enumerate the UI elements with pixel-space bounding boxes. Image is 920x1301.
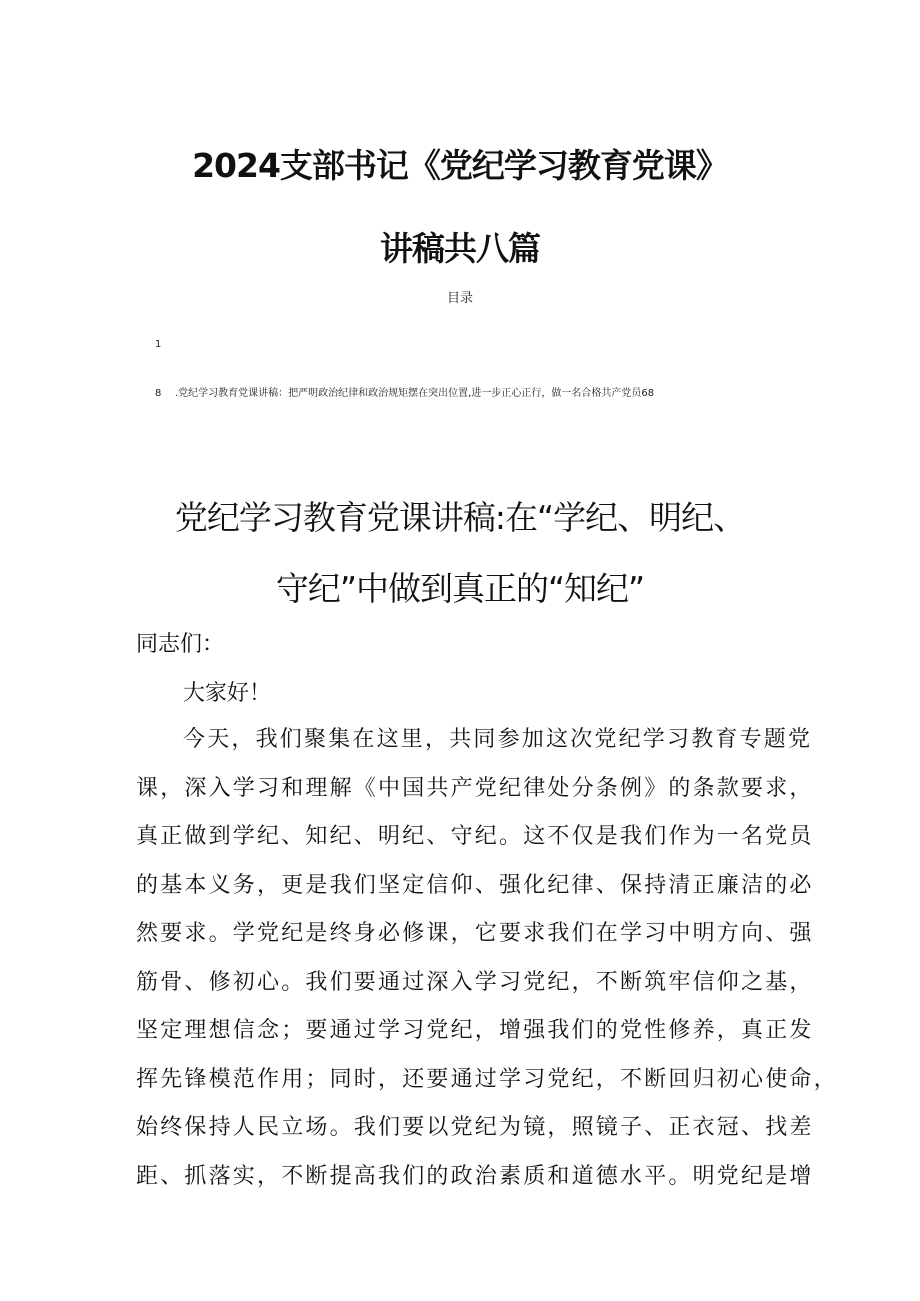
salutation: 同志们： xyxy=(136,632,225,657)
paragraph-line: 距、抓落实，不断提高我们的政治素质和道德水平。明党纪是增 xyxy=(136,1163,814,1189)
paragraph-line: 的基本义务，更是我们坚定信仰、强化纪律、保持清正廉洁的必 xyxy=(136,872,814,898)
paragraph-line: 挥先锋模范作用；同时，还要通过学习党纪，不断回归初心使命， xyxy=(136,1066,838,1092)
toc-entry-8[interactable] xyxy=(155,384,775,399)
paragraph-line: 今天，我们聚集在这里，共同参加这次党纪学习教育专题党 xyxy=(183,727,813,752)
paragraph-line: 真正做到学纪、知纪、明纪、守纪。这不仅是我们作为一名党员 xyxy=(136,824,814,849)
section-title-line-1: 党纪学习教育党课讲稿:在“学纪、明纪、 xyxy=(174,498,746,537)
toc-entry-8-number: 8 xyxy=(155,388,162,399)
document-title-line-1: 2024支部书记《党纪学习教育党课》 xyxy=(192,146,728,185)
toc-entry-1-number: 1 xyxy=(155,339,162,350)
paragraph-line: 课，深入学习和理解《中国共产党纪律处分条例》的条款要求， xyxy=(136,775,814,801)
body-paragraph xyxy=(136,716,838,1201)
paragraph-line: 坚定理想信念；要通过学习党纪，增强我们的党性修养，真正发 xyxy=(136,1018,814,1043)
toc-heading: 目录 xyxy=(446,291,473,306)
greeting: 大家好！ xyxy=(183,681,272,706)
toc-entry-8-text: .党纪学习教育党课讲稿：把严明政治纪律和政治规矩摆在突出位置,进一步正心正行，做一名合格共产党员68 xyxy=(175,388,655,399)
paragraph-line: 始终保持人民立场。我们要以党纪为镜，照镜子、正衣冠、找差 xyxy=(136,1115,814,1140)
paragraph-line: 然要求。学党纪是终身必修课，它要求我们在学习中明方向、强 xyxy=(136,921,814,946)
paragraph-line: 筋骨、修初心。我们要通过深入学习党纪，不断筑牢信仰之基， xyxy=(136,969,814,995)
section-title-line-2: 守纪”中做到真正的“知纪” xyxy=(275,569,645,608)
document-title-line-2: 讲稿共八篇 xyxy=(380,229,540,268)
